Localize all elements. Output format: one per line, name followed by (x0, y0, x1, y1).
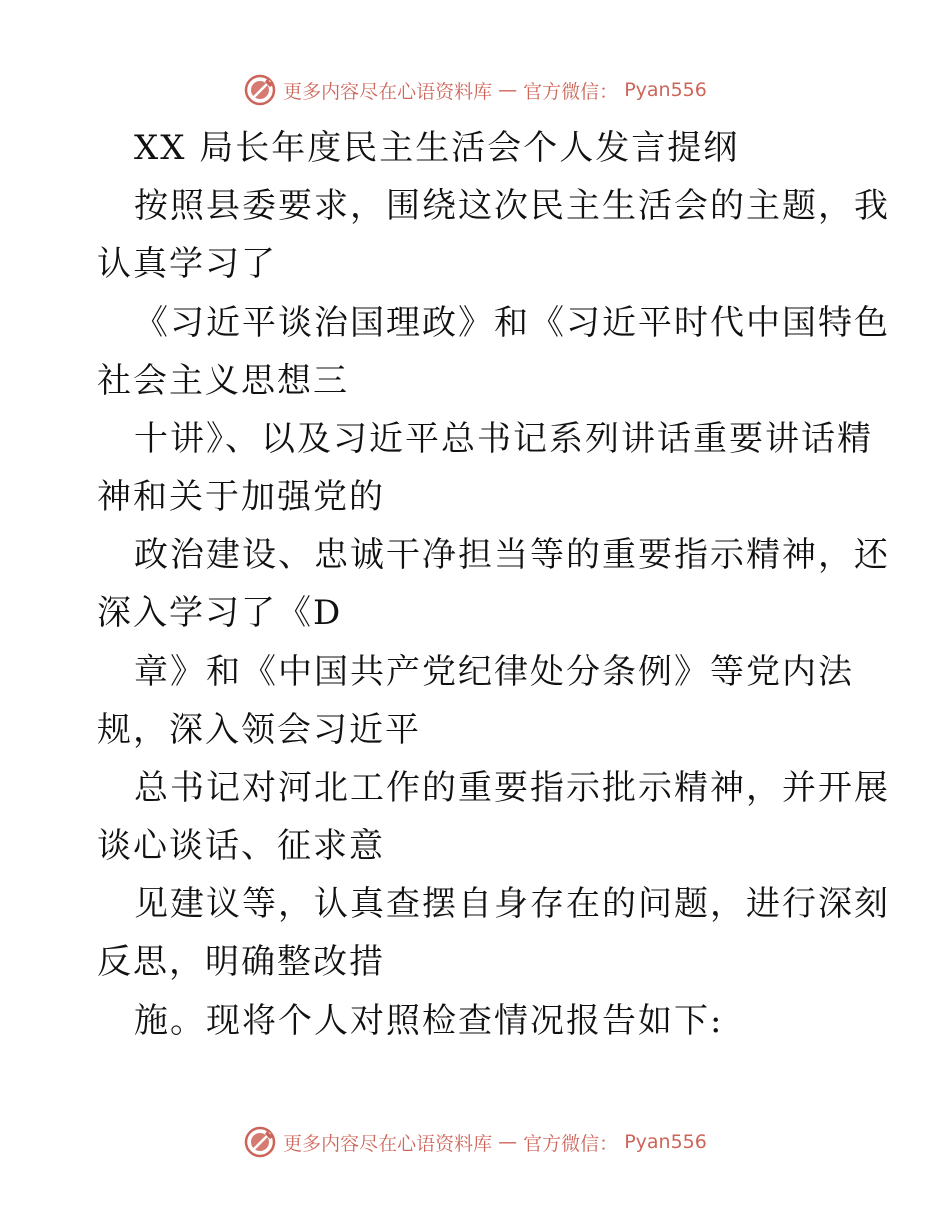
paragraph-line: 反思，明确整改措 (97, 942, 385, 982)
header-slogan: 更多内容尽在心语资料库 (283, 80, 493, 103)
paragraph-line: 《习近平谈治国理政》和《习近平时代中国特色 (134, 303, 890, 343)
paragraph-line: 认真学习了 (97, 244, 277, 284)
document-title: XX 局长年度民主生活会个人发言提纲 (134, 128, 740, 168)
footer-wechat-label: 官方微信： (523, 1132, 619, 1155)
footer-watermark-banner (0, 1122, 950, 1162)
footer-slogan: 更多内容尽在心语资料库 (283, 1132, 493, 1155)
footer-separator: — (498, 1131, 518, 1153)
paragraph-line: 社会主义思想三 (97, 361, 349, 401)
paragraph-line: 十讲》、以及习近平总书记系列讲话重要讲话精 (134, 419, 873, 459)
paragraph-line: 总书记对河北工作的重要指示批示精神，并开展 (134, 768, 890, 808)
header-wechat-label: 官方微信： (523, 80, 619, 103)
paragraph-line: 见建议等，认真查摆自身存在的问题，进行深刻 (134, 884, 890, 924)
paragraph-line: 章》和《中国共产党纪律处分条例》等党内法 (134, 652, 854, 692)
pen-seal-logo-icon (243, 1125, 277, 1159)
paragraph-line: 按照县委要求，围绕这次民主生活会的主题，我 (134, 186, 890, 226)
paragraph-line: 深入学习了《D (97, 593, 343, 633)
paragraph-line: 规，深入领会习近平 (97, 710, 421, 750)
paragraph-line: 神和关于加强党的 (97, 477, 385, 517)
paragraph-line: 施。现将个人对照检查情况报告如下: (134, 1001, 724, 1041)
header-wechat-id: Pyan556 (624, 79, 707, 101)
paragraph-line: 政治建设、忠诚干净担当等的重要指示精神，还 (134, 535, 890, 575)
paragraph-line: 谈心谈话、征求意 (97, 826, 385, 866)
footer-wechat-id: Pyan556 (624, 1131, 707, 1153)
header-separator: — (498, 79, 518, 101)
